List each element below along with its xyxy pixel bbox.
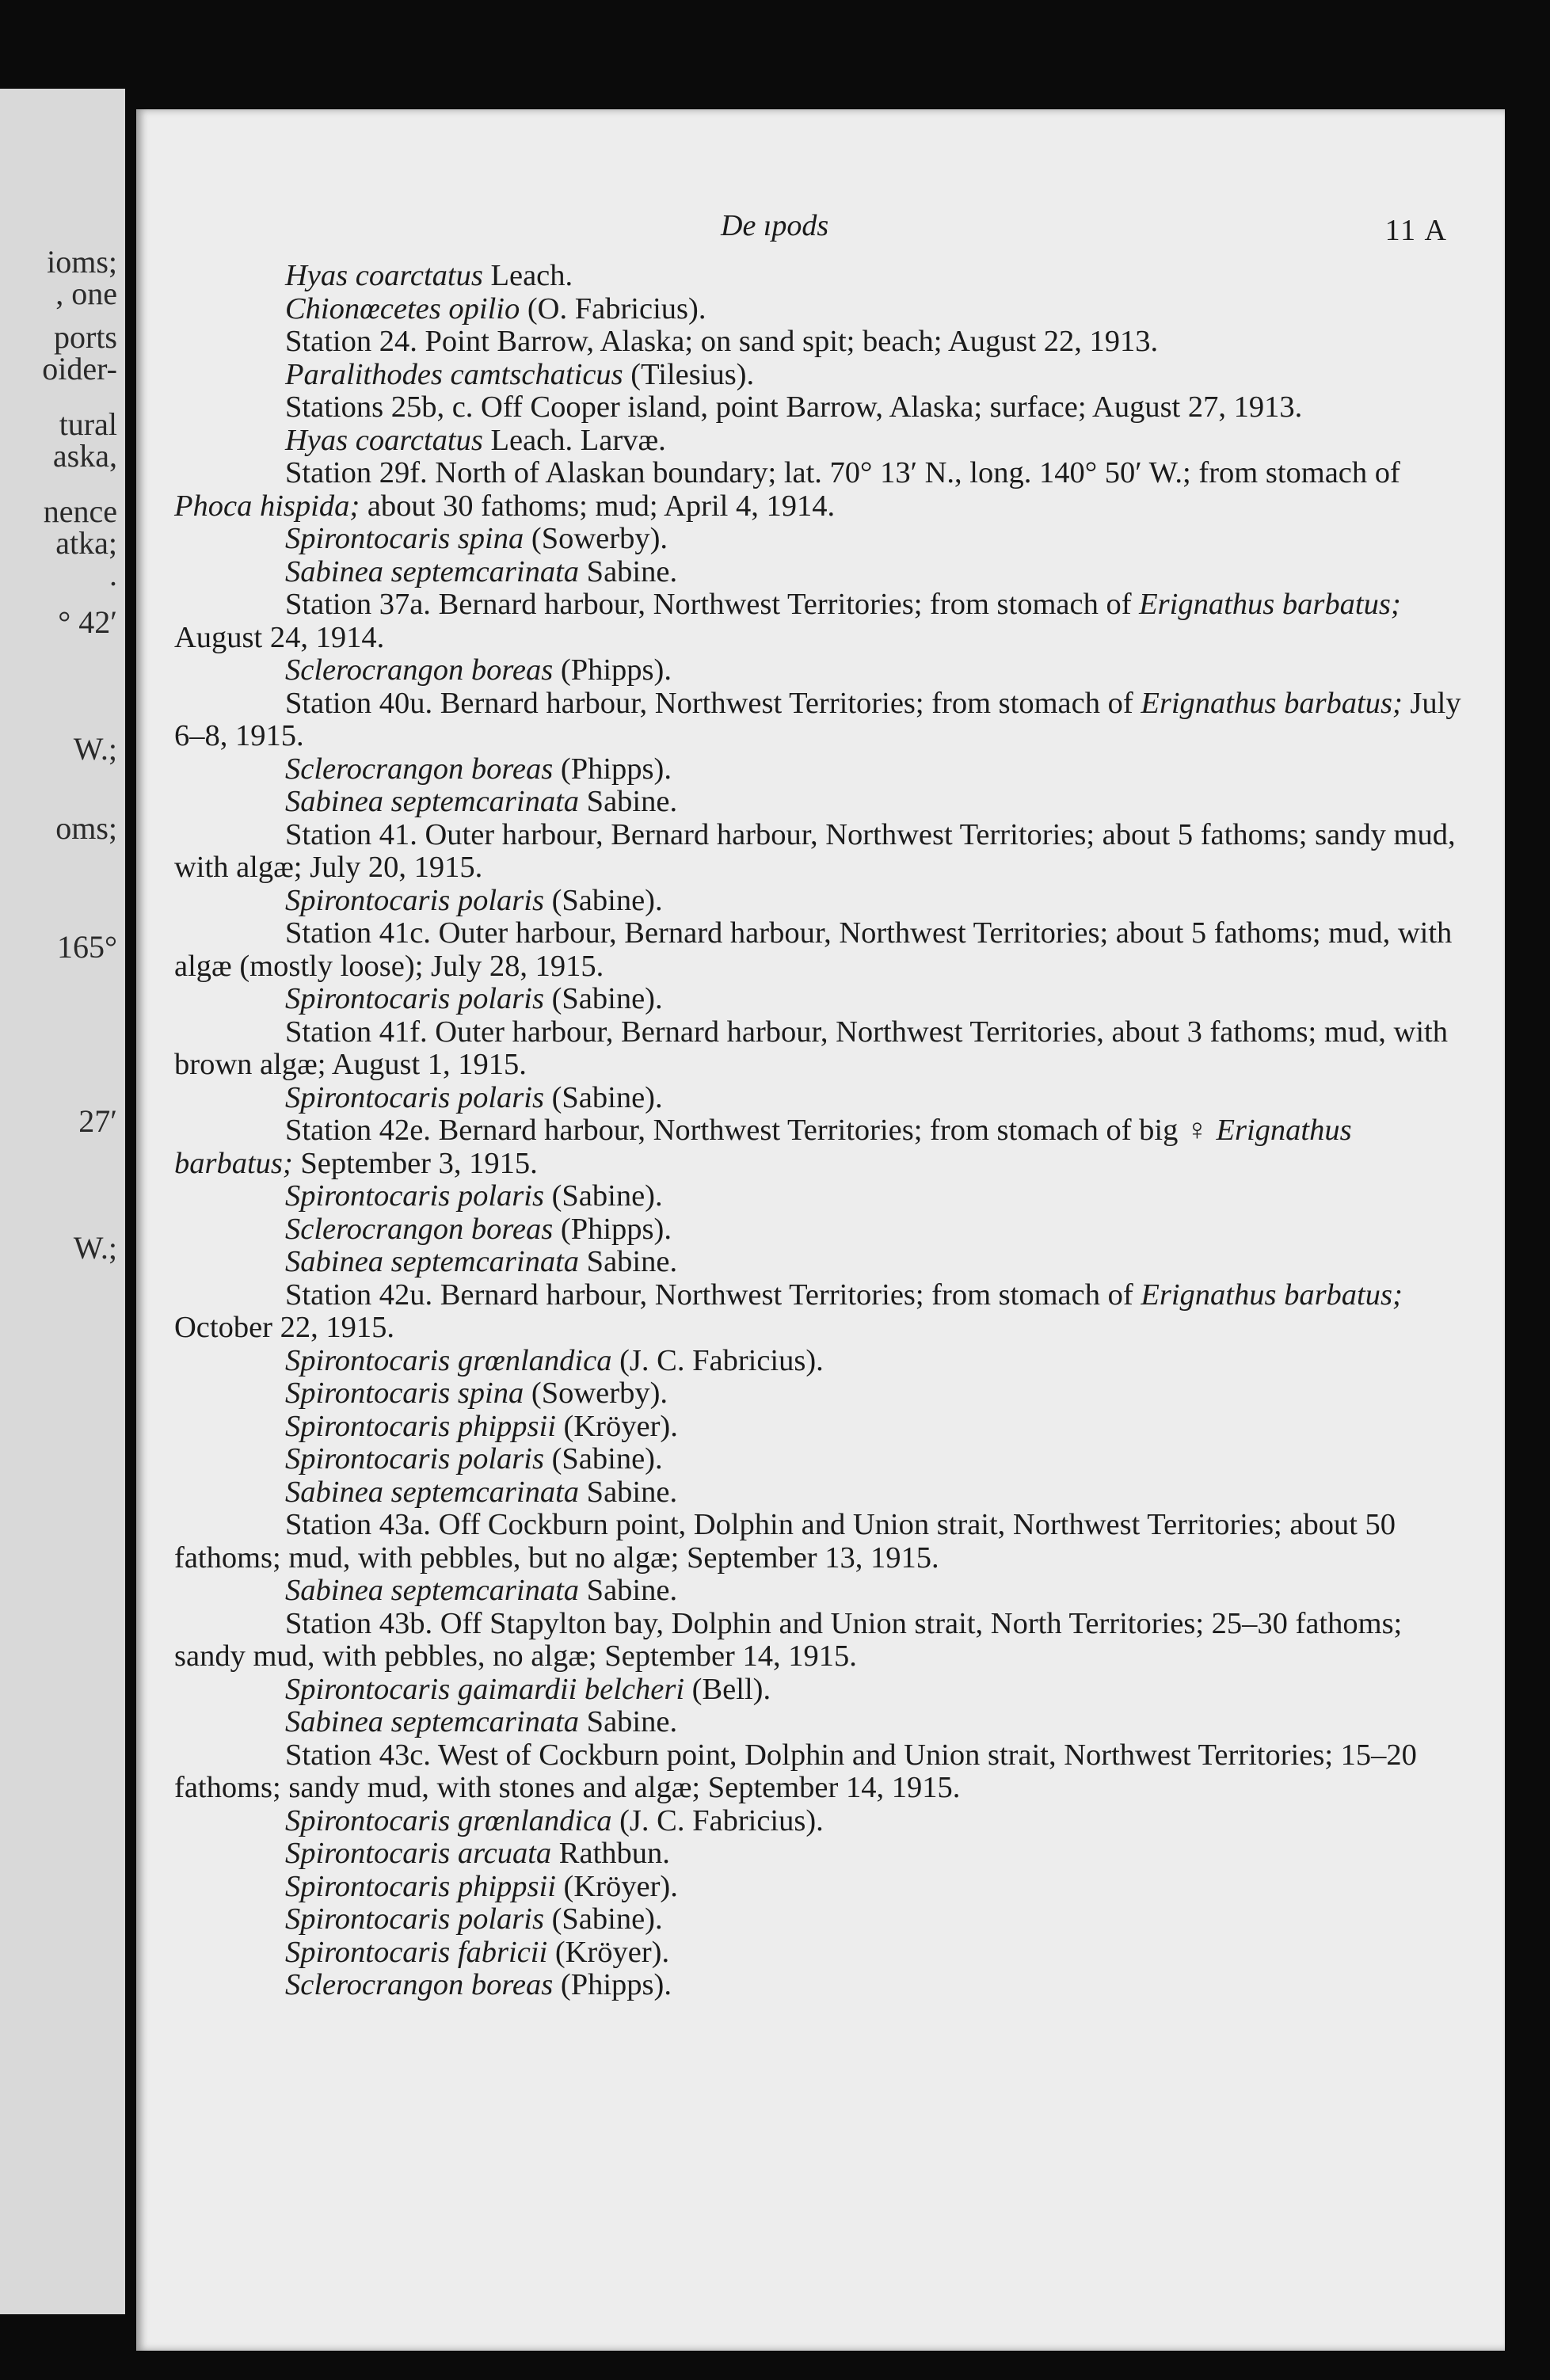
station-details: Off Cooper island, point Barrow, Alaska; surface; August 27, 1913.	[481, 390, 1303, 424]
host-species: Erignathus barbatus;	[1141, 686, 1403, 720]
species-name: Spirontocaris arcuata	[285, 1837, 552, 1870]
station-details: Point Barrow, Alaska; on sand spit; beach; August 22, 1913.	[425, 325, 1159, 358]
station-details: Bernard harbour, Northwest Territories; from stomach of	[440, 686, 1133, 720]
species-authority: (J. C. Fabricius).	[619, 1343, 824, 1377]
station-details: Outer harbour, Bernard harbour, Northwest Territories; about 5 fathoms; mud, with algæ (mostly loose); July 28, 1915.	[174, 916, 1453, 983]
species-name: Sabinea septemcarinata	[285, 1245, 580, 1278]
left-margin-fragment: .	[109, 557, 117, 592]
species-authority: Leach.	[490, 259, 573, 292]
station-entry	[174, 1114, 1473, 1180]
station-label: Station 41c.	[285, 916, 431, 950]
station-details-cont: about 30 fathoms; mud; April 4, 1914.	[367, 489, 836, 523]
page-header	[136, 208, 1505, 256]
species-entry	[174, 1575, 1473, 1608]
species-name: Sclerocrangon boreas	[285, 1968, 554, 2001]
species-name: Spirontocaris grœnlandica	[285, 1343, 612, 1377]
station-label: Station 43c.	[285, 1738, 431, 1772]
host-species: Erignathus barbatus;	[1141, 1278, 1403, 1312]
station-label: Station 37a.	[285, 588, 431, 621]
station-entry	[174, 687, 1473, 753]
station-entry	[174, 326, 1473, 359]
species-entry	[174, 1411, 1473, 1444]
species-name: Spirontocaris polaris	[285, 1179, 544, 1213]
station-label: Station 29f.	[285, 456, 428, 489]
species-entry	[174, 1969, 1473, 2002]
left-margin-fragment: ioms;	[47, 244, 117, 280]
species-authority: (Sabine).	[551, 982, 663, 1015]
species-entry	[174, 1213, 1473, 1247]
species-name: Sabinea septemcarinata	[285, 1705, 580, 1738]
species-name: Sabinea septemcarinata	[285, 1475, 580, 1509]
station-details: Bernard harbour, Northwest Territories; from stomach of big ♀	[438, 1114, 1209, 1147]
species-name: Spirontocaris spina	[285, 1377, 524, 1410]
left-page-margin	[0, 89, 125, 2314]
species-authority: (Phipps).	[560, 752, 672, 786]
species-name: Chionœcetes opilio	[285, 291, 520, 326]
left-margin-fragment: tural	[59, 406, 117, 442]
species-name: Sclerocrangon boreas	[285, 1212, 554, 1246]
station-details: Off Stapylton bay, Dolphin and Union strait, North Territories; 25–30 fathoms; sandy mud, with pebbles, no algæ; September 14, 1915.	[174, 1606, 1403, 1673]
station-entry	[174, 1509, 1473, 1575]
host-species: Phoca hispida;	[174, 489, 360, 523]
station-entry	[174, 819, 1473, 885]
species-entry	[174, 260, 1473, 293]
station-label: Station 42e.	[285, 1114, 431, 1147]
species-entry	[174, 786, 1473, 819]
species-authority: (Kröyer).	[554, 1935, 670, 1969]
species-entry	[174, 1345, 1473, 1378]
left-margin-fragment: 27′	[78, 1103, 117, 1139]
left-margin-fragment: , one	[55, 276, 117, 311]
station-label: Station 40u.	[285, 686, 433, 720]
left-margin-fragment: ° 42′	[58, 604, 117, 640]
station-details: North of Alaskan boundary; lat. 70° 13′ N., long. 140° 50′ W.; from stomach of	[435, 456, 1400, 489]
species-authority: Sabine.	[586, 1705, 678, 1738]
specimen-list	[174, 260, 1473, 2002]
station-details: Off Cockburn point, Dolphin and Union strait, Northwest Territories; about 50 fathoms; mud, with pebbles, but no algæ; September 13, 1915.	[174, 1508, 1396, 1575]
species-authority: (Kröyer).	[563, 1409, 678, 1443]
species-entry	[174, 753, 1473, 786]
scanned-page	[136, 109, 1505, 2351]
species-authority: (Sowerby).	[531, 522, 668, 555]
species-entry	[174, 359, 1473, 392]
species-entry	[174, 556, 1473, 589]
station-details-cont: September 3, 1915.	[300, 1146, 538, 1180]
species-entry	[174, 523, 1473, 556]
species-authority: Sabine.	[586, 1574, 678, 1607]
species-entry	[174, 1805, 1473, 1838]
species-authority: (Phipps).	[560, 1212, 672, 1246]
species-name: Spirontocaris gaimardii belcheri	[285, 1672, 685, 1706]
species-entry	[174, 983, 1473, 1016]
station-label: Station 43a.	[285, 1508, 431, 1541]
species-entry	[174, 293, 1473, 326]
species-authority: (J. C. Fabricius).	[619, 1803, 824, 1837]
left-margin-fragment: oms;	[55, 810, 117, 846]
station-entry	[174, 588, 1473, 654]
species-entry	[174, 1443, 1473, 1476]
species-authority: Leach. Larvæ.	[490, 423, 666, 457]
species-authority: (O. Fabricius).	[527, 291, 706, 326]
species-entry	[174, 1476, 1473, 1510]
species-entry	[174, 654, 1473, 687]
station-details-cont: October 22, 1915.	[174, 1311, 394, 1344]
station-details: Bernard harbour, Northwest Territories; from stomach of	[440, 1278, 1133, 1312]
species-name: Sabinea septemcarinata	[285, 554, 580, 588]
species-authority: Sabine.	[586, 1475, 678, 1509]
species-name: Spirontocaris polaris	[285, 1080, 544, 1114]
species-entry	[174, 885, 1473, 918]
species-authority: (Tilesius).	[630, 357, 755, 391]
species-name: Paralithodes camtschaticus	[285, 357, 623, 391]
species-entry	[174, 1706, 1473, 1739]
species-name: Spirontocaris polaris	[285, 1442, 544, 1476]
species-authority: Rathbun.	[558, 1837, 670, 1870]
station-entry	[174, 1739, 1473, 1805]
species-authority: (Phipps).	[560, 653, 672, 687]
species-authority: (Phipps).	[560, 1968, 672, 2001]
species-authority: (Sowerby).	[531, 1377, 668, 1410]
species-authority: (Sabine).	[551, 1902, 663, 1936]
station-details: Bernard harbour, Northwest Territories; from stomach of	[438, 588, 1132, 621]
host-species: Erignathus barbatus;	[174, 1114, 1352, 1180]
species-authority: (Sabine).	[551, 1442, 663, 1476]
species-name: Spirontocaris spina	[285, 522, 524, 555]
species-name: Sabinea septemcarinata	[285, 1574, 580, 1607]
station-entry	[174, 391, 1473, 425]
species-name: Spirontocaris polaris	[285, 883, 544, 917]
station-label: Station 42u.	[285, 1278, 433, 1312]
left-margin-fragment: W.;	[73, 1230, 117, 1266]
station-details-cont: July 6–8, 1915.	[174, 686, 1461, 752]
station-details: Outer harbour, Bernard harbour, Northwest Territories; about 5 fathoms; sandy mud, with algæ; July 20, 1915.	[174, 817, 1456, 884]
left-margin-fragment: aska,	[52, 438, 117, 474]
station-entry	[174, 457, 1473, 523]
left-margin-fragment: ports	[54, 319, 117, 355]
station-entry	[174, 1279, 1473, 1345]
station-entry	[174, 1016, 1473, 1082]
station-details: Outer harbour, Bernard harbour, Northwest Territories, about 3 fathoms; mud, with brown algæ; August 1, 1915.	[174, 1015, 1448, 1081]
species-authority: Sabine.	[586, 554, 678, 588]
species-name: Hyas coarctatus	[285, 259, 483, 292]
left-margin-fragment: atka;	[55, 525, 117, 561]
species-entry	[174, 1936, 1473, 1970]
station-details: West of Cockburn point, Dolphin and Union strait, Northwest Territories; 15–20 fathoms; sandy mud, with stones and algæ; September 14, 1915.	[174, 1738, 1417, 1804]
species-entry	[174, 1082, 1473, 1115]
station-label: Station 43b.	[285, 1606, 433, 1640]
species-name: Sclerocrangon boreas	[285, 752, 554, 786]
species-authority: (Sabine).	[551, 1179, 663, 1213]
species-entry	[174, 1180, 1473, 1213]
species-entry	[174, 1246, 1473, 1279]
species-name: Spirontocaris polaris	[285, 1902, 544, 1936]
species-authority: (Sabine).	[551, 883, 663, 917]
species-name: Spirontocaris phippsii	[285, 1869, 556, 1903]
species-entry	[174, 1674, 1473, 1707]
running-title: De ıpods	[721, 209, 829, 242]
species-authority: (Sabine).	[551, 1080, 663, 1114]
species-name: Sabinea septemcarinata	[285, 785, 580, 818]
species-entry	[174, 1837, 1473, 1871]
species-name: Sclerocrangon boreas	[285, 653, 554, 687]
station-entry	[174, 1608, 1473, 1674]
species-entry	[174, 1377, 1473, 1411]
station-label: Station 41.	[285, 817, 417, 851]
station-details-cont: August 24, 1914.	[174, 620, 385, 654]
species-entry	[174, 1871, 1473, 1904]
station-entry	[174, 917, 1473, 983]
species-authority: (Kröyer).	[563, 1869, 678, 1903]
host-species: Erignathus barbatus;	[1139, 588, 1401, 621]
species-entry	[174, 425, 1473, 458]
species-name: Spirontocaris polaris	[285, 982, 544, 1015]
left-margin-fragment: W.;	[73, 731, 117, 767]
species-name: Spirontocaris fabricii	[285, 1935, 548, 1969]
page-number: 11 A	[1384, 214, 1448, 247]
species-name: Spirontocaris grœnlandica	[285, 1803, 612, 1837]
left-margin-fragment: oider-	[42, 351, 117, 387]
species-authority: Sabine.	[586, 785, 678, 818]
species-name: Spirontocaris phippsii	[285, 1409, 556, 1443]
species-authority: Sabine.	[586, 1245, 678, 1278]
station-label: Stations 25b, c.	[285, 390, 474, 424]
station-label: Station 24.	[285, 325, 417, 358]
left-margin-fragment: 165°	[57, 929, 117, 965]
species-name: Hyas coarctatus	[285, 423, 483, 457]
station-label: Station 41f.	[285, 1015, 428, 1049]
species-entry	[174, 1903, 1473, 1936]
species-authority: (Bell).	[691, 1672, 771, 1706]
left-margin-fragment: nence	[43, 493, 117, 529]
